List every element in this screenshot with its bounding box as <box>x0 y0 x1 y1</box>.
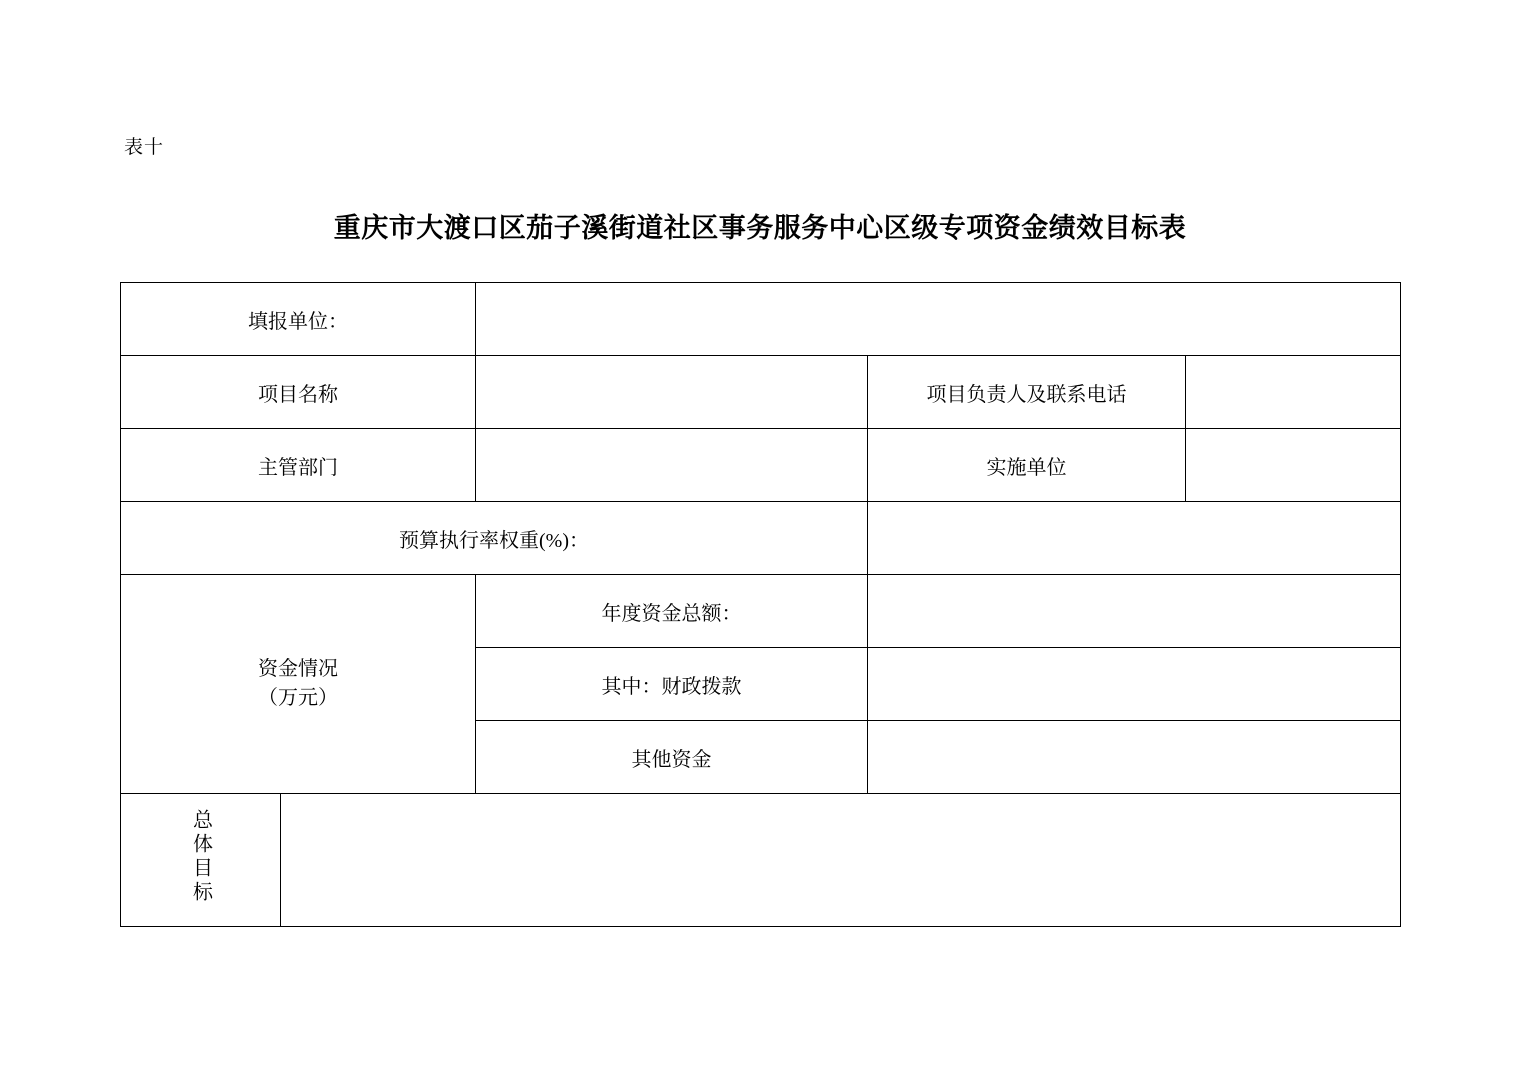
implementing-unit-value[interactable] <box>1186 429 1401 502</box>
table-row-overall-goal <box>121 794 1401 927</box>
project-name-label: 项目名称 <box>121 356 476 429</box>
overall-goal-label-cell <box>121 794 281 927</box>
project-name-value[interactable] <box>476 356 868 429</box>
table-row-supervising-dept <box>121 429 1401 502</box>
funds-situation-label-line2: （万元） <box>258 687 338 709</box>
other-funds-label: 其他资金 <box>476 721 868 794</box>
fiscal-allocation-value[interactable] <box>868 648 1401 721</box>
fiscal-allocation-label: 其中：财政拨款 <box>476 648 868 721</box>
reporting-unit-value[interactable] <box>476 283 1401 356</box>
overall-goal-label: 总体目标 <box>189 809 212 905</box>
table-row-budget-execution <box>121 502 1401 575</box>
funds-situation-label-line1: 资金情况 <box>258 658 338 680</box>
form-number-label: 表十 <box>124 137 165 158</box>
performance-goal-table <box>120 282 1401 927</box>
table-row-annual-total <box>121 575 1401 648</box>
project-leader-value[interactable] <box>1186 356 1401 429</box>
table-row-reporting-unit <box>121 283 1401 356</box>
funds-situation-label <box>121 575 476 794</box>
page-title: 重庆市大渡口区茄子溪街道社区事务服务中心区级专项资金绩效目标表 <box>333 213 1187 243</box>
implementing-unit-label: 实施单位 <box>868 429 1186 502</box>
other-funds-value[interactable] <box>868 721 1401 794</box>
supervising-dept-value[interactable] <box>476 429 868 502</box>
table-row-project-name <box>121 356 1401 429</box>
project-leader-label: 项目负责人及联系电话 <box>868 356 1186 429</box>
reporting-unit-label: 填报单位： <box>121 283 476 356</box>
overall-goal-value[interactable] <box>281 794 1401 927</box>
supervising-dept-label: 主管部门 <box>121 429 476 502</box>
annual-total-label: 年度资金总额： <box>476 575 868 648</box>
budget-execution-value[interactable] <box>868 502 1401 575</box>
budget-execution-label: 预算执行率权重(%)： <box>121 502 868 575</box>
annual-total-value[interactable] <box>868 575 1401 648</box>
